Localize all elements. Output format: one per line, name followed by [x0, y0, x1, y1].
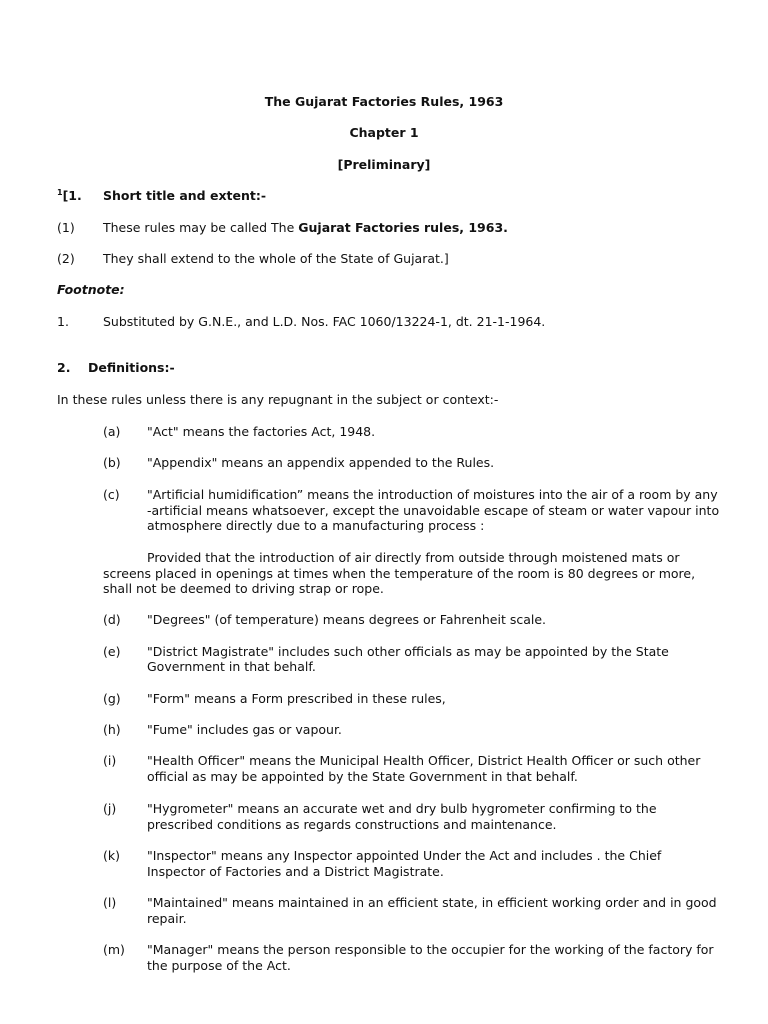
- definition-text-line: "Inspector" means any Inspector appointed Under the Act and includes . the Chief: [147, 848, 662, 863]
- definition-label: (h): [103, 722, 121, 737]
- definition-label: (b): [103, 455, 121, 470]
- footnote-text: Substituted by G.N.E., and L.D. Nos. FAC 1060/13224-1, dt. 21-1-1964.: [103, 314, 546, 329]
- definition-label: (j): [103, 801, 117, 816]
- definitions-intro: In these rules unless there is any repugnant in the subject or context:-: [57, 392, 499, 407]
- definition-text-line: "Maintained" means maintained in an efficient state, in efficient working order and in good: [147, 895, 717, 910]
- definition-text-line: "Manager" means the person responsible to the occupier for the working of the factory for: [147, 942, 714, 957]
- definition-text: "Fume" includes gas or vapour.: [147, 722, 342, 737]
- definition-label: (e): [103, 644, 121, 659]
- definition-text-line: official as may be appointed by the State Government in that behalf.: [147, 769, 578, 784]
- clause-2-number: (2): [57, 251, 75, 266]
- definition-text-line: "Health Officer" means the Municipal Health Officer, District Health Officer or such other: [147, 753, 701, 768]
- definition-text: "Form" means a Form prescribed in these rules,: [147, 691, 446, 706]
- clause-2-text: They shall extend to the whole of the State of Gujarat.]: [103, 251, 449, 266]
- definition-text: "Degrees" (of temperature) means degrees or Fahrenheit scale.: [147, 612, 547, 627]
- chapter-subtitle: [Preliminary]: [337, 157, 431, 172]
- definition-text-line: the purpose of the Act.: [147, 958, 291, 973]
- section-2-number: 2.: [57, 360, 71, 375]
- definition-label: (g): [103, 691, 121, 706]
- definition-label: (m): [103, 942, 125, 957]
- definition-text: "Act" means the factories Act, 1948.: [147, 424, 376, 439]
- chapter-heading: Chapter 1: [349, 125, 419, 140]
- proviso-line: screens placed in openings at times when the temperature of the room is 80 degrees or more,: [103, 566, 696, 581]
- definition-text-line: prescribed conditions as regards constructions and maintenance.: [147, 817, 557, 832]
- clause-1-number: (1): [57, 220, 75, 235]
- definition-text-line: "District Magistrate" includes such other officials as may be appointed by the State: [147, 644, 669, 659]
- definition-label: (d): [103, 612, 121, 627]
- clause-1-text-plain: These rules may be called The: [103, 220, 299, 235]
- definition-text-line: "Artificial humidification” means the introduction of moistures into the air of a room by any: [147, 487, 718, 502]
- proviso-line: shall not be deemed to driving strap or rope.: [103, 581, 384, 596]
- section-2-heading: Definitions:-: [88, 360, 175, 375]
- document-title: The Gujarat Factories Rules, 1963: [264, 94, 504, 109]
- definition-text-line: atmosphere directly due to a manufacturing process :: [147, 518, 485, 533]
- footnote-label: Footnote:: [57, 282, 125, 297]
- clause-1-text-bold: Gujarat Factories rules, 1963.: [298, 220, 508, 235]
- proviso-line: Provided that the introduction of air directly from outside through moistened mats or: [147, 550, 680, 565]
- section-1-number: [57, 188, 82, 204]
- definition-text-line: Government in that behalf.: [147, 659, 316, 674]
- definition-label: (c): [103, 487, 120, 502]
- definition-label: (k): [103, 848, 120, 863]
- definition-label: (l): [103, 895, 117, 910]
- clause-1-text: [103, 220, 508, 236]
- definition-label: (i): [103, 753, 117, 768]
- definition-text-line: repair.: [147, 911, 187, 926]
- definition-text-line: Inspector of Factories and a District Magistrate.: [147, 864, 444, 879]
- footnote-number: 1.: [57, 314, 69, 329]
- definition-text-line: "Hygrometer" means an accurate wet and dry bulb hygrometer confirming to the: [147, 801, 657, 816]
- section-1-heading: Short title and extent:-: [103, 188, 267, 203]
- definition-text-line: -artificial means whatsoever, except the unavoidable escape of steam or water vapour into: [147, 503, 720, 518]
- footnote-marker: 1: [57, 188, 63, 197]
- section-1-num: [1.: [62, 188, 82, 203]
- definition-text: "Appendix" means an appendix appended to the Rules.: [147, 455, 495, 470]
- definition-label: (a): [103, 424, 121, 439]
